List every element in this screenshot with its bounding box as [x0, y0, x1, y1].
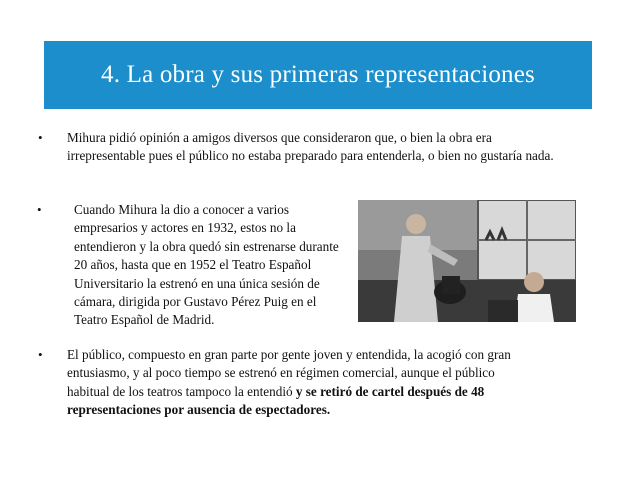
title-bar — [44, 41, 592, 109]
theatre-scene-image — [358, 200, 576, 322]
bullet-icon: • — [38, 347, 43, 362]
bullet-icon: • — [38, 130, 43, 145]
bullet-item-2 — [37, 201, 349, 330]
bullet-bold-text: y se retiró de cartel después de 48 representaciones por ausencia de espectadores. — [67, 383, 485, 418]
bullet-text: El público, compuesto en gran parte por gente joven y entendida, la acogió con gran entusiasmo, y al poco tiempo se estrenó en régimen comercial, aunque el público habitual de los teatros tampoco la entendió — [67, 347, 511, 399]
bullet-item-1 — [38, 129, 567, 166]
bullet-text: Mihura pidió opinión a amigos diversos que consideraron que, o bien la obra era irrepresentable pues el público no estaba preparado para entenderla, o bien no gustaría nada. — [67, 130, 554, 164]
bullet-item-3 — [38, 346, 527, 420]
theatre-photo — [358, 200, 576, 322]
slide-title: 4. La obra y sus primeras representaciones — [101, 61, 535, 88]
bullet-text: Cuando Mihura la dio a conocer a varios empresarios y actores en 1932, estos no la entendieron y la obra quedó sin estrenarse durante 20 años, hasta que en 1952 el Teatro Español Universitario la estrenó en una única sesión de cámara, dirigida por Gustavo Pérez Puig en el Teatro Español de Madrid. — [74, 202, 339, 328]
bullet-icon: • — [37, 202, 42, 217]
